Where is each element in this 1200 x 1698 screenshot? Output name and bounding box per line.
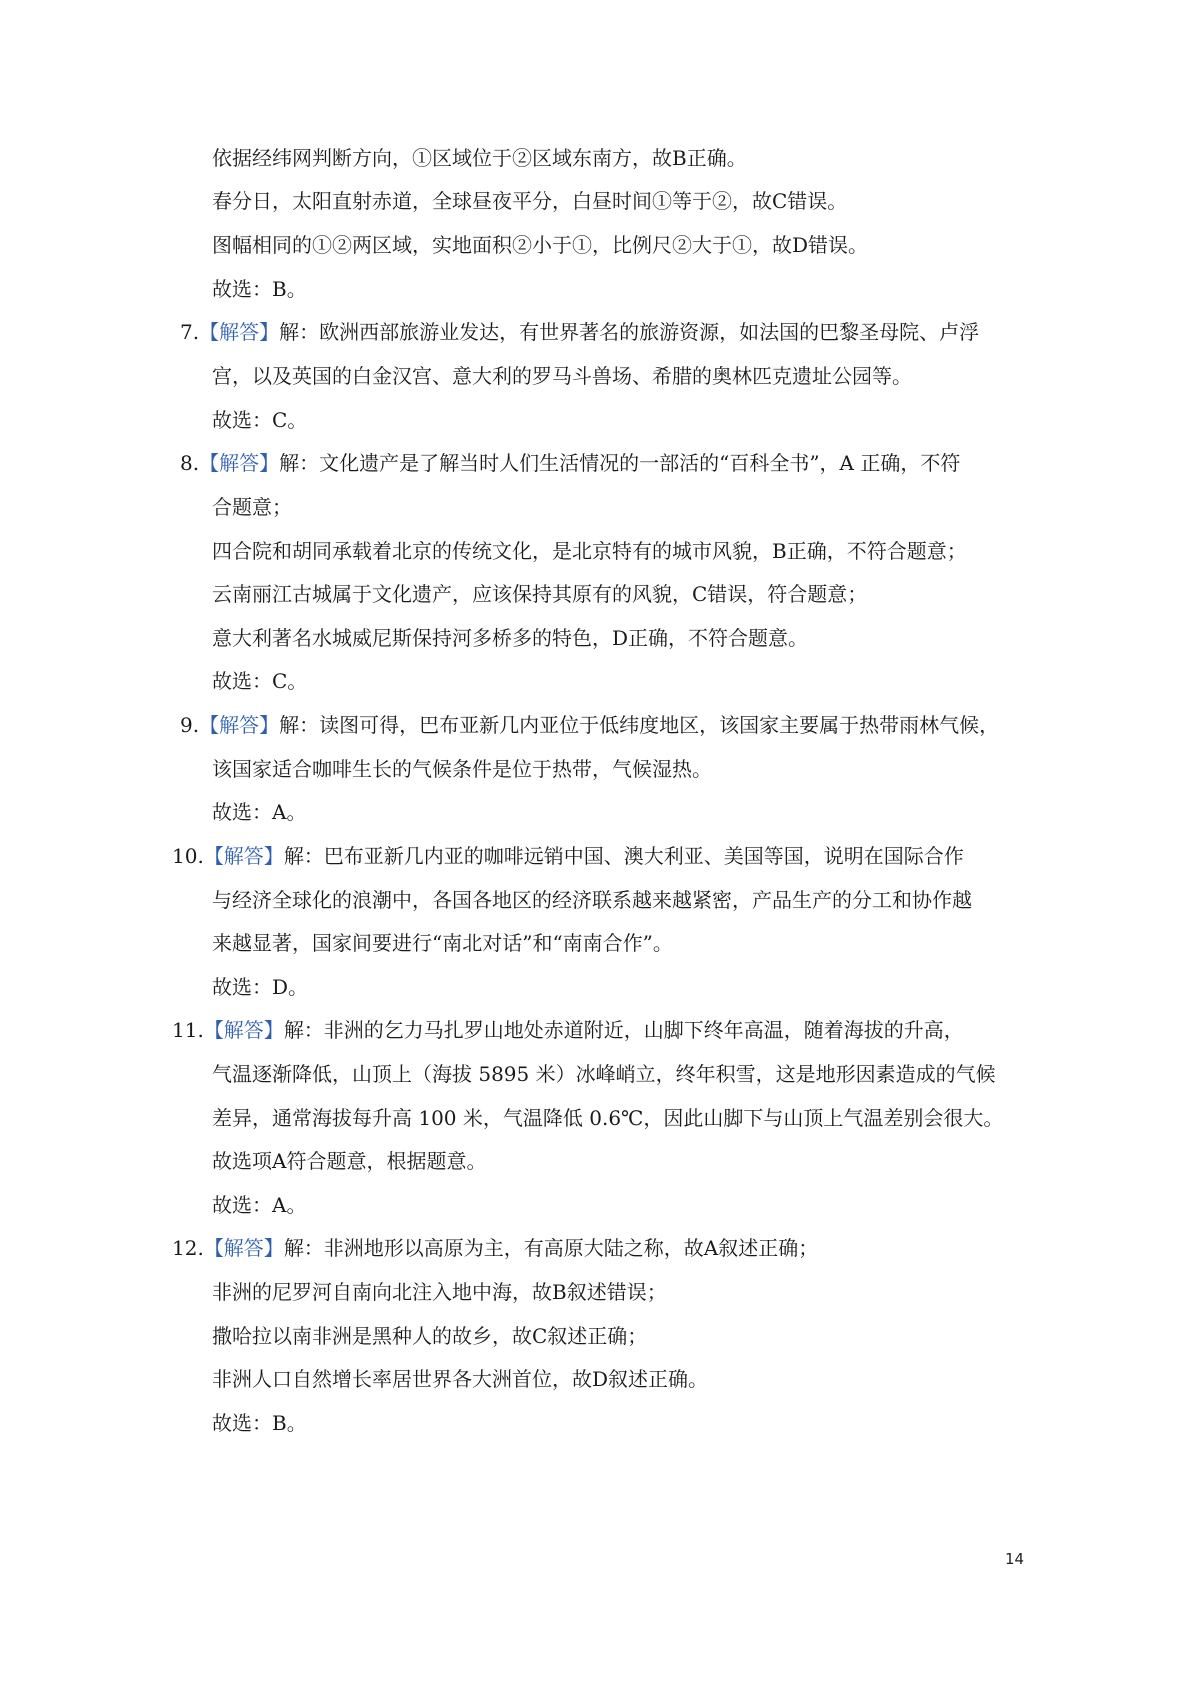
answer-line: 合题意； [212, 495, 292, 519]
question-8 [180, 449, 960, 477]
question-7 [180, 318, 979, 346]
question-number: 8. [180, 451, 200, 475]
question-number: 9. [180, 713, 200, 737]
answer-choice: 故选：A。 [212, 800, 307, 824]
answer-tag: 【解答】 [199, 713, 280, 737]
answer-line: 撒哈拉以南非洲是黑种人的故乡，故C叙述正确； [212, 1324, 648, 1348]
answer-line: 图幅相同的①②两区域，实地面积②小于①，比例尺②大于①，故D错误。 [212, 233, 869, 257]
question-number: 12. [172, 1236, 204, 1260]
question-9 [180, 711, 999, 739]
answer-tag: 【解答】 [203, 844, 284, 868]
answer-line: 春分日，太阳直射赤道，全球昼夜平分，白昼时间①等于②，故C错误。 [212, 189, 848, 213]
answer-line: 来越显著，国家间要进行“南北对话”和“南南合作”。 [212, 931, 673, 955]
page-number: 14 [1005, 1550, 1025, 1568]
answer-tag: 【解答】 [203, 1018, 284, 1042]
answer-text: 解：读图可得，巴布亚新几内亚位于低纬度地区，该国家主要属于热带雨林气候， [279, 713, 1000, 737]
question-10 [172, 842, 964, 870]
answer-text: 解：非洲地形以高原为主，有高原大陆之称，故A叙述正确； [283, 1236, 819, 1260]
answer-line: 四合院和胡同承载着北京的传统文化，是北京特有的城市风貌，B正确，不符合题意； [212, 539, 967, 563]
answer-line: 该国家适合咖啡生长的气候条件是位于热带，气候湿热。 [212, 757, 712, 781]
answer-choice: 故选：A。 [212, 1193, 307, 1217]
answer-line: 非洲人口自然增长率居世界各大洲首位，故D叙述正确。 [212, 1367, 709, 1391]
answer-choice: 故选：B。 [212, 277, 307, 301]
answer-line: 与经济全球化的浪潮中，各国各地区的经济联系越来越紧密，产品生产的分工和协作越 [212, 888, 972, 912]
answer-line: 宫，以及英国的白金汉宫、意大利的罗马斗兽场、希腊的奥林匹克遗址公园等。 [212, 364, 912, 388]
question-number: 7. [180, 320, 200, 344]
answer-line: 气温逐渐降低，山顶上（海拔 5895 米）冰峰峭立，终年积雪，这是地形因素造成的气候 [212, 1062, 996, 1086]
answer-line: 意大利著名水城威尼斯保持河多桥多的特色，D正确，不符合题意。 [212, 626, 809, 650]
answer-tag: 【解答】 [203, 1236, 284, 1260]
answer-tag: 【解答】 [199, 451, 280, 475]
answer-choice: 故选：C。 [212, 408, 308, 432]
question-12 [172, 1234, 818, 1262]
answer-tag: 【解答】 [199, 320, 280, 344]
answer-text: 解：巴布亚新几内亚的咖啡远销中国、澳大利亚、美国等国，说明在国际合作 [283, 844, 964, 868]
question-11 [172, 1016, 964, 1044]
answer-choice: 故选：B。 [212, 1411, 307, 1435]
question-number: 10. [172, 844, 204, 868]
answer-choice: 故选：D。 [212, 975, 309, 999]
answer-line: 云南丽江古城属于文化遗产，应该保持其原有的风貌，C错误，符合题意； [212, 582, 868, 606]
answer-line: 依据经纬网判断方向，①区域位于②区域东南方，故B正确。 [212, 146, 747, 170]
answer-text: 解：欧洲西部旅游业发达，有世界著名的旅游资源，如法国的巴黎圣母院、卢浮 [279, 320, 980, 344]
answer-text: 解：文化遗产是了解当时人们生活情况的一部活的“百科全书”，A 正确，不符 [279, 451, 961, 475]
answer-line: 非洲的尼罗河自南向北注入地中海，故B叙述错误； [212, 1280, 667, 1304]
answer-choice: 故选：C。 [212, 669, 308, 693]
question-number: 11. [172, 1018, 204, 1042]
answer-line: 故选项A符合题意，根据题意。 [212, 1149, 487, 1173]
answer-text: 解：非洲的乞力马扎罗山地处赤道附近，山脚下终年高温，随着海拔的升高， [283, 1018, 964, 1042]
answer-line: 差异，通常海拔每升高 100 米，气温降低 0.6℃，因此山脚下与山顶上气温差别会很大。 [212, 1106, 1004, 1130]
